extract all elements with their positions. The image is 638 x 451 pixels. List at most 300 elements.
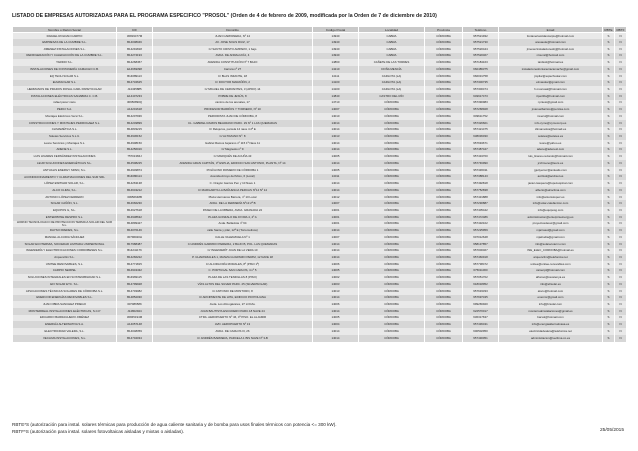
rbtf-cell: N bbox=[615, 200, 627, 207]
table-row bbox=[13, 73, 627, 80]
email-cell: soletes@soletes.es bbox=[499, 133, 603, 140]
email-cell: jgutiyerrez@antualis.com bbox=[499, 167, 603, 174]
table-row bbox=[13, 234, 627, 241]
rbtf-cell: N bbox=[615, 328, 627, 335]
phone-cell: 638036030 bbox=[463, 133, 499, 140]
email-cell: INE_ELEC_CORDOBA@hotmail.es bbox=[499, 248, 603, 255]
postal-code-cell: 14005 bbox=[313, 153, 359, 160]
column-header: Provincia bbox=[425, 27, 463, 33]
rbte-cell: S bbox=[603, 106, 615, 113]
email-cell: arquenclim@telefonica.net bbox=[499, 254, 603, 261]
cif-cell: 30950890Q bbox=[117, 100, 153, 107]
cif-cell: B14936152 bbox=[117, 133, 153, 140]
phone-cell: 957697435 bbox=[463, 295, 499, 302]
postal-code-cell: 14860 bbox=[313, 59, 359, 66]
town-cell: CAÑETE DE LAS TORRES bbox=[359, 59, 425, 66]
postal-code-cell: 14004 bbox=[313, 321, 359, 328]
address-cell: Avda. Bellavista nº 64 bbox=[153, 221, 313, 228]
document-date: 25/05/2015 bbox=[599, 428, 624, 433]
email-cell: tardiosl@hotmail.es bbox=[499, 59, 603, 66]
town-cell: CÓRDOBA bbox=[359, 106, 425, 113]
rbte-cell: S bbox=[603, 113, 615, 120]
email-cell: info@equiposg.com bbox=[499, 207, 603, 214]
town-cell: CÓRDOBA bbox=[359, 241, 425, 248]
company-name-cell: ELMASOLAR S.L. bbox=[13, 80, 117, 87]
address-cell: AVDA. DE ANDALUCÍA, 4 bbox=[153, 53, 313, 60]
province-cell: CÓRDOBA bbox=[425, 39, 463, 46]
phone-cell: 957000467 bbox=[463, 248, 499, 255]
cif-cell: B14249899 bbox=[117, 120, 153, 127]
town-cell: CÓRDOBA bbox=[359, 261, 425, 268]
rbte-cell: S bbox=[603, 133, 615, 140]
company-name-cell: ALCO CLIMA, S.L. bbox=[13, 187, 117, 194]
cif-cell: B14207936 bbox=[117, 113, 153, 120]
phone-cell: 957738472 bbox=[463, 261, 499, 268]
email-cell: atsco@hotmail.com bbox=[499, 288, 603, 295]
phone-cell: 957436431 bbox=[463, 321, 499, 328]
table-row bbox=[13, 321, 627, 328]
rbte-cell: S bbox=[603, 308, 615, 315]
rbtf-cell: N bbox=[615, 261, 627, 268]
town-cell: CÓRDOBA bbox=[359, 335, 425, 342]
postal-code-cell: 14014 bbox=[313, 180, 359, 187]
province-cell: CÓRDOBA bbox=[425, 106, 463, 113]
rbte-cell: S bbox=[603, 254, 615, 261]
rbtf-cell: N bbox=[615, 180, 627, 187]
address-cell: C. PORTUGAL SAN CARLOS, 4 nº 5 bbox=[153, 268, 313, 275]
address-cell: CTRA. AEROPUERTO Nº 46, 4ª PISO. EL ALJAMIR bbox=[153, 315, 313, 322]
email-cell: info@antoniolopez.es bbox=[499, 194, 603, 201]
company-name-cell: HERMANOS DE PRADOS ROSAL CARL PAPETICULAR bbox=[13, 86, 117, 93]
rbte-cell: S bbox=[603, 234, 615, 241]
postal-code-cell: 14840 bbox=[313, 93, 359, 100]
address-cell: AVDA. DE CARLOS III, 26 bbox=[153, 328, 313, 335]
phone-cell: 958137857 bbox=[463, 241, 499, 248]
town-cell: CÓRDOBA bbox=[359, 167, 425, 174]
phone-cell: 957434700 bbox=[463, 153, 499, 160]
address-cell: PLAZA DE LAS TENDILLAS 8 (PISO) bbox=[153, 274, 313, 281]
rbtf-cell: N bbox=[615, 133, 627, 140]
address-cell: Gabriel Ramos bejarano nº 115 1ª Nave 11 bbox=[153, 140, 313, 147]
company-name-cell: ANTUALIS ENERGY SPAIN, S.L. bbox=[13, 167, 117, 174]
address-cell: POBRE DE JESÚS, 8 bbox=[153, 93, 313, 100]
postal-code-cell: 14001 bbox=[313, 207, 359, 214]
rbte-cell: S bbox=[603, 288, 615, 295]
town-cell: CÓRDOBA bbox=[359, 187, 425, 194]
province-cell: CÓRDOBA bbox=[425, 180, 463, 187]
footnote-rbtf: RBTF*S (autorización para instal. solares fotovoltaicas aisladas y mixtas o aisladas). bbox=[12, 429, 185, 434]
postal-code-cell: 14014 bbox=[313, 227, 359, 234]
company-name-cell: LÓPEZ ESPINAR SOLAR, S.L. bbox=[13, 180, 117, 187]
postal-code-cell: 14940 bbox=[313, 53, 359, 60]
phone-cell: 957430051 bbox=[463, 335, 499, 342]
company-name-cell: HORNO TECNOLÓGICO DE PROTECCIÓN TÉRMICA SOLAR DEL SUR S.L. bbox=[13, 221, 117, 228]
town-cell: CÓRDOBA bbox=[359, 227, 425, 234]
rbtf-cell: N bbox=[615, 80, 627, 87]
town-cell: CÓRDOBA bbox=[359, 321, 425, 328]
phone-cell: 957421475 bbox=[463, 127, 499, 134]
postal-code-cell: 14011 bbox=[313, 174, 359, 181]
town-cell: CÓRDOBA bbox=[359, 147, 425, 154]
postal-code-cell: 14013 bbox=[313, 133, 359, 140]
table-row bbox=[13, 66, 627, 73]
town-cell: CÓRDOBA bbox=[359, 254, 425, 261]
table-row bbox=[13, 106, 627, 113]
province-cell: CÓRDOBA bbox=[425, 221, 463, 228]
province-cell: CÓRDOBA bbox=[425, 33, 463, 40]
town-cell: DOÑA MENCÍA bbox=[359, 66, 425, 73]
postal-code-cell: 14014 bbox=[313, 295, 359, 302]
province-cell: CÓRDOBA bbox=[425, 174, 463, 181]
town-cell: CÓRDOBA bbox=[359, 140, 425, 147]
company-name-cell: SOLAR ECOTERMIA, SOCIEDAD LIMITADA UNIPERSONAL bbox=[13, 241, 117, 248]
cif-cell: J14802944 bbox=[117, 308, 153, 315]
postal-code-cell: 14014 bbox=[313, 187, 359, 194]
postal-code-cell: 14014 bbox=[313, 241, 359, 248]
phone-cell: 957460918 bbox=[463, 254, 499, 261]
town-cell: CARLOTA (LA) bbox=[359, 80, 425, 87]
postal-code-cell: 14014 bbox=[313, 335, 359, 342]
postal-code-cell: 14014 bbox=[313, 328, 359, 335]
postal-code-cell: 14014 bbox=[313, 254, 359, 261]
rbtf-cell: N bbox=[615, 214, 627, 221]
town-cell: CÓRDOBA bbox=[359, 174, 425, 181]
phone-cell: 957290887 bbox=[463, 200, 499, 207]
column-header: CIF bbox=[117, 27, 153, 33]
rbtf-cell: N bbox=[615, 160, 627, 167]
rbte-cell: S bbox=[603, 66, 615, 73]
email-cell: info.cymo@cymocorp.es bbox=[499, 120, 603, 127]
company-name-cell: SOLAR CAÑÓN, S.L. bbox=[13, 200, 117, 207]
address-cell: CL. GABRIEL RAMOS BEJARANO PARC. 29 Nº 1 LAS QUEMADAS bbox=[153, 120, 313, 127]
rbtf-cell: N bbox=[615, 207, 627, 214]
company-name-cell: LEUR SOLUCIONES ENERGÉTICAS S.L. bbox=[13, 160, 117, 167]
province-cell: CÓRDOBA bbox=[425, 127, 463, 134]
postal-code-cell: 14100 bbox=[313, 86, 359, 93]
rbtf-cell: N bbox=[615, 73, 627, 80]
table-row bbox=[13, 120, 627, 127]
company-name-cell: RAFAEL ROLDAN CARPIO bbox=[13, 33, 117, 40]
table-row bbox=[13, 274, 627, 281]
company-name-cell: EMPRESAS DE LA CUMBRE S.L. bbox=[13, 39, 117, 46]
rbte-cell: S bbox=[603, 241, 615, 248]
cif-cell: B14949874 bbox=[117, 167, 153, 174]
rbtf-cell: N bbox=[615, 33, 627, 40]
postal-code-cell: 14003 bbox=[313, 281, 359, 288]
postal-code-cell: 14001 bbox=[313, 214, 359, 221]
company-name-cell: EFI SOLAR ETC. S.L. bbox=[13, 281, 117, 288]
rbte-cell: S bbox=[603, 100, 615, 107]
province-cell: CÓRDOBA bbox=[425, 86, 463, 93]
email-cell: adene@adenesl.com bbox=[499, 147, 603, 154]
cif-cell: B14291818 bbox=[117, 46, 153, 53]
town-cell: CÓRDOBA bbox=[359, 153, 425, 160]
province-cell: CÓRDOBA bbox=[425, 335, 463, 342]
rbtf-cell: N bbox=[615, 301, 627, 308]
address-cell: C/ ANDRÉS BARRERA, PARCELA 1 BIS NAVE Nº 3-B bbox=[153, 335, 313, 342]
cif-cell: B17988487 bbox=[117, 241, 153, 248]
column-header: Nombre o Razón Social bbox=[13, 27, 117, 33]
rbtf-cell: N bbox=[615, 93, 627, 100]
cif-cell: B14703082 bbox=[117, 288, 153, 295]
town-cell: CÓRDOBA bbox=[359, 194, 425, 201]
rbte-cell: S bbox=[603, 153, 615, 160]
phone-cell: 622570017 bbox=[463, 308, 499, 315]
town-cell: CÓRDOBA bbox=[359, 113, 425, 120]
province-cell: CÓRDOBA bbox=[425, 295, 463, 302]
table-row bbox=[13, 221, 627, 228]
phone-cell: 957388143 bbox=[463, 174, 499, 181]
table-row bbox=[13, 328, 627, 335]
address-cell: calle Santa y pilar, 12ª E (Torremolinos) bbox=[153, 227, 313, 234]
province-cell: CÓRDOBA bbox=[425, 93, 463, 100]
email-cell: r.pnieto@gmail.com bbox=[499, 100, 603, 107]
rbte-cell: S bbox=[603, 33, 615, 40]
company-name-cell: rafael pérez nieto bbox=[13, 100, 117, 107]
email-cell: alberto@alcoclima.com bbox=[499, 187, 603, 194]
rbtf-cell: N bbox=[615, 335, 627, 342]
email-cell: aresaude@hotmail.com bbox=[499, 39, 603, 46]
company-name-cell: SOLUCIONES INTEGRALES EN SOSTENIBILIDAD S.L. bbox=[13, 274, 117, 281]
table-row bbox=[13, 140, 627, 147]
phone-cell: 957225959 bbox=[463, 227, 499, 234]
phone-cell: 957487447 bbox=[463, 147, 499, 154]
address-cell: C. Oragón Garcés Pen y 10 Nave 1 bbox=[153, 180, 313, 187]
table-row bbox=[13, 46, 627, 53]
address-cell: C/ MIGUEL DE CERVANTES, 3 (APDO) 14 bbox=[153, 86, 313, 93]
company-name-cell: ACONDICIONAMIENTO Y CLIMATIZACIONES DEL SUR SRL bbox=[13, 174, 117, 181]
table-row bbox=[13, 268, 627, 275]
rbte-cell: S bbox=[603, 140, 615, 147]
table-row bbox=[13, 261, 627, 268]
postal-code-cell: 14014 bbox=[313, 127, 359, 134]
town-cell: CÓRDOBA bbox=[359, 315, 425, 322]
cif-cell: B14048359 bbox=[117, 328, 153, 335]
cif-cell: B14268457 bbox=[117, 59, 153, 66]
province-cell: CÓRDOBA bbox=[425, 254, 463, 261]
town-cell: CÓRDOBA bbox=[359, 214, 425, 221]
table-row bbox=[13, 86, 627, 93]
province-cell: CÓRDOBA bbox=[425, 301, 463, 308]
email-cell: electricidadvalera@telefonica.net bbox=[499, 328, 603, 335]
rbte-cell: S bbox=[603, 214, 615, 221]
email-cell: info@solarecoterm.com bbox=[499, 241, 603, 248]
rbtf-cell: N bbox=[615, 288, 627, 295]
company-name-cell: ENTERPRISE RESPRO S.L. bbox=[13, 214, 117, 221]
email-cell: rcsunsl@hotmail.com bbox=[499, 53, 603, 60]
rbte-cell: S bbox=[603, 227, 615, 234]
rbtf-cell: N bbox=[615, 248, 627, 255]
phone-cell: 957184163 bbox=[463, 59, 499, 66]
cif-cell: B14833215 bbox=[117, 127, 153, 134]
cif-cell: B14943432 bbox=[117, 268, 153, 275]
phone-cell: 957326601 bbox=[463, 120, 499, 127]
town-cell: CÓRDOBA bbox=[359, 180, 425, 187]
rbtf-cell: N bbox=[615, 268, 627, 275]
rbtf-cell: N bbox=[615, 59, 627, 66]
company-name-cell: MONTERREAL INSTALACIONES ELÉCTRICAS, S.C.P bbox=[13, 308, 117, 315]
table-row bbox=[13, 281, 627, 288]
address-cell: C/ ARCIPRESTE DE HITA, EDIFICIO PAYPOLIANA bbox=[153, 295, 313, 302]
company-name-cell: Soletes Servicios S.L.U. bbox=[13, 133, 117, 140]
company-name-cell: REFRIGERACIÓN Y CALEFACCIÓN DE LA CUMBRE S.L. bbox=[13, 53, 117, 60]
email-cell: h.mosrosal@hotmail.com bbox=[499, 86, 603, 93]
postal-code-cell: 14014 bbox=[313, 248, 359, 255]
address-cell: PROFESOR BARRÍOS Y TORNERO, Nº 10 bbox=[153, 106, 313, 113]
cif-cell: E14669398 bbox=[117, 66, 153, 73]
province-cell: CÓRDOBA bbox=[425, 241, 463, 248]
company-name-cell: INGENIERÍA Y ELECTRIFICACIONES CORDOBESES S.L. bbox=[13, 248, 117, 255]
rbtf-cell: N bbox=[615, 113, 627, 120]
table-row bbox=[13, 254, 627, 261]
address-cell: JUAN BAUTISTA ESCUDERO PARC.18 NAVE 24 bbox=[153, 308, 313, 315]
address-cell: JUAN CARPANEDA, Nº 14 bbox=[153, 33, 313, 40]
phone-cell: 957472486 bbox=[463, 214, 499, 221]
phone-cell: 957300735 bbox=[463, 80, 499, 87]
company-name-cell: CLIMAMÉTICA S.L. bbox=[13, 127, 117, 134]
phone-cell: 957268928 bbox=[463, 106, 499, 113]
email-cell: info@solar-calefaccion.com bbox=[499, 200, 603, 207]
table-row bbox=[13, 227, 627, 234]
town-cell: CÓRDOBA bbox=[359, 328, 425, 335]
email-cell: info@energiaalternativasa.es bbox=[499, 321, 603, 328]
cif-cell: A14057148 bbox=[117, 321, 153, 328]
rbte-cell: S bbox=[603, 328, 615, 335]
cif-cell: B14908150 bbox=[117, 140, 153, 147]
address-cell: C/ ANTONIO DE MONTORO, 8 bbox=[153, 288, 313, 295]
cif-cell: 30796020H bbox=[117, 234, 153, 241]
postal-code-cell: 14001 bbox=[313, 221, 359, 228]
email-cell: mversi@hotmail.com bbox=[499, 113, 603, 120]
town-cell: CÓRDOBA bbox=[359, 248, 425, 255]
address-cell: C/ DOCTOR MARAÑÓN, 2 bbox=[153, 80, 313, 87]
province-cell: CÓRDOBA bbox=[425, 328, 463, 335]
phone-cell: 957051702 bbox=[463, 274, 499, 281]
cif-cell: B14274193 bbox=[117, 53, 153, 60]
column-header: Teléfono bbox=[463, 27, 499, 33]
phone-cell: 957633333 bbox=[463, 288, 499, 295]
email-cell: jimenezinstalacionesbj@hotmail.com bbox=[499, 46, 603, 53]
table-row bbox=[13, 308, 627, 315]
address-cell: CALLE VALENZUELA Nº 1 bbox=[153, 234, 313, 241]
town-cell: CABRA bbox=[359, 53, 425, 60]
email-cell: carserpl@hotmail.com bbox=[499, 268, 603, 275]
province-cell: CÓRDOBA bbox=[425, 268, 463, 275]
address-cell: C/ MARGARITA LA BAÑUESCA PERCAS Nº14 Nº 14 bbox=[153, 187, 313, 194]
company-name-cell: ADENE S.L. bbox=[13, 147, 117, 154]
rbtf-cell: N bbox=[615, 127, 627, 134]
province-cell: CÓRDOBA bbox=[425, 46, 463, 53]
rbte-cell: S bbox=[603, 274, 615, 281]
address-cell: POLÍGONO ROMERO DE CÓRDOBA 1 bbox=[153, 167, 313, 174]
postal-code-cell: 14940 bbox=[313, 33, 359, 40]
email-cell: luis_linares-redondo@hotmail.com bbox=[499, 153, 603, 160]
postal-code-cell: 14006 bbox=[313, 301, 359, 308]
phone-cell: 957694671 bbox=[463, 140, 499, 147]
company-name-cell: ELECTRICIDAD VALERA, S.L. bbox=[13, 328, 117, 335]
town-cell: CÓRDOBA bbox=[359, 288, 425, 295]
phone-cell: 957752838 bbox=[463, 187, 499, 194]
town-cell: CÓRDOBA bbox=[359, 133, 425, 140]
cif-cell: B14508225 bbox=[117, 160, 153, 167]
province-cell: CÓRDOBA bbox=[425, 288, 463, 295]
email-cell: instalacionesfontaneriacamacho@gmail.com bbox=[499, 66, 603, 73]
postal-code-cell: 14005 bbox=[313, 167, 359, 174]
province-cell: CÓRDOBA bbox=[425, 160, 463, 167]
company-name-cell: JUAN OBRA SANCHEZ PRIEGO bbox=[13, 301, 117, 308]
postal-code-cell: 14014 bbox=[313, 160, 359, 167]
table-row bbox=[13, 59, 627, 66]
rbtf-cell: N bbox=[615, 308, 627, 315]
cif-cell: B14689113 bbox=[117, 73, 153, 80]
cif-cell: E14407233 bbox=[117, 93, 153, 100]
postal-code-cell: 14100 bbox=[313, 80, 359, 87]
company-name-cell: EDUARDO BARRAGUERO JIMÉNEZ bbox=[13, 315, 117, 322]
rbte-cell: S bbox=[603, 321, 615, 328]
address-cell: C/ Magnesio nº 9 bbox=[153, 147, 313, 154]
company-name-cell: PERCI S.A. bbox=[13, 106, 117, 113]
postal-code-cell: 14710 bbox=[313, 100, 359, 107]
town-cell: CÓRDOBA bbox=[359, 268, 425, 275]
rbtf-cell: N bbox=[615, 147, 627, 154]
province-cell: CÓRDOBA bbox=[425, 53, 463, 60]
table-row bbox=[13, 241, 627, 248]
document-title: LISTADO DE EMPRESAS AUTORIZADAS PARA EL PROGRAMA ESPECÍFICO "PROSOL" (Orden de 4 de febrero de 2009, modificada por la Orden de 7 de diciembre de 2010) bbox=[12, 13, 437, 19]
rbte-cell: S bbox=[603, 120, 615, 127]
phone-cell: 957432102 bbox=[463, 221, 499, 228]
province-cell: CÓRDOBA bbox=[425, 261, 463, 268]
phone-cell: 666031758 bbox=[463, 73, 499, 80]
province-cell: CÓRDOBA bbox=[425, 315, 463, 322]
phone-cell: 957390983 bbox=[463, 100, 499, 107]
address-cell: C/ ANDRÉS GARRIDO PEREIRA, 2 BAJO B, POL. LAS QUEMADAS bbox=[153, 241, 313, 248]
cif-cell: B14666230 bbox=[117, 200, 153, 207]
province-cell: CÓRDOBA bbox=[425, 140, 463, 147]
phone-cell: 957520444 bbox=[463, 46, 499, 53]
table-body bbox=[13, 33, 627, 342]
province-cell: CÓRDOBA bbox=[425, 120, 463, 127]
town-cell: CABRA bbox=[359, 46, 425, 53]
province-cell: CÓRDOBA bbox=[425, 153, 463, 160]
cif-cell: B14899427 bbox=[117, 221, 153, 228]
email-cell: mjalcudia@gmail.com bbox=[499, 234, 603, 241]
province-cell: CÓRDOBA bbox=[425, 80, 463, 87]
town-cell: CÓRDOBA bbox=[359, 301, 425, 308]
cif-cell: B14070146 bbox=[117, 227, 153, 234]
cif-cell: B14771815 bbox=[117, 261, 153, 268]
phone-cell: 660486375 bbox=[463, 66, 499, 73]
town-cell: CÓRDOBA bbox=[359, 295, 425, 302]
cif-cell: B14256016 bbox=[117, 147, 153, 154]
email-cell: mjarrasol@gmail.com bbox=[499, 227, 603, 234]
table-row bbox=[13, 180, 627, 187]
postal-code-cell: 14013 bbox=[313, 288, 359, 295]
table-row bbox=[13, 214, 627, 221]
address-cell: C/ MARQUÉS DE ACUÑA 43 bbox=[153, 153, 313, 160]
phone-cell: 636317637 bbox=[463, 315, 499, 322]
email-cell: elmasolar@gmail.com bbox=[499, 80, 603, 87]
town-cell: CÓRDOBA bbox=[359, 221, 425, 228]
town-cell: CÓRDOBA bbox=[359, 207, 425, 214]
cif-cell: B14938632 bbox=[117, 214, 153, 221]
table-row bbox=[13, 113, 627, 120]
phone-cell: 675011060 bbox=[463, 268, 499, 275]
rbtf-cell: N bbox=[615, 254, 627, 261]
rbte-cell: S bbox=[603, 315, 615, 322]
rbte-cell: S bbox=[603, 281, 615, 288]
table-row bbox=[13, 200, 627, 207]
postal-code-cell: 14014 bbox=[313, 140, 359, 147]
